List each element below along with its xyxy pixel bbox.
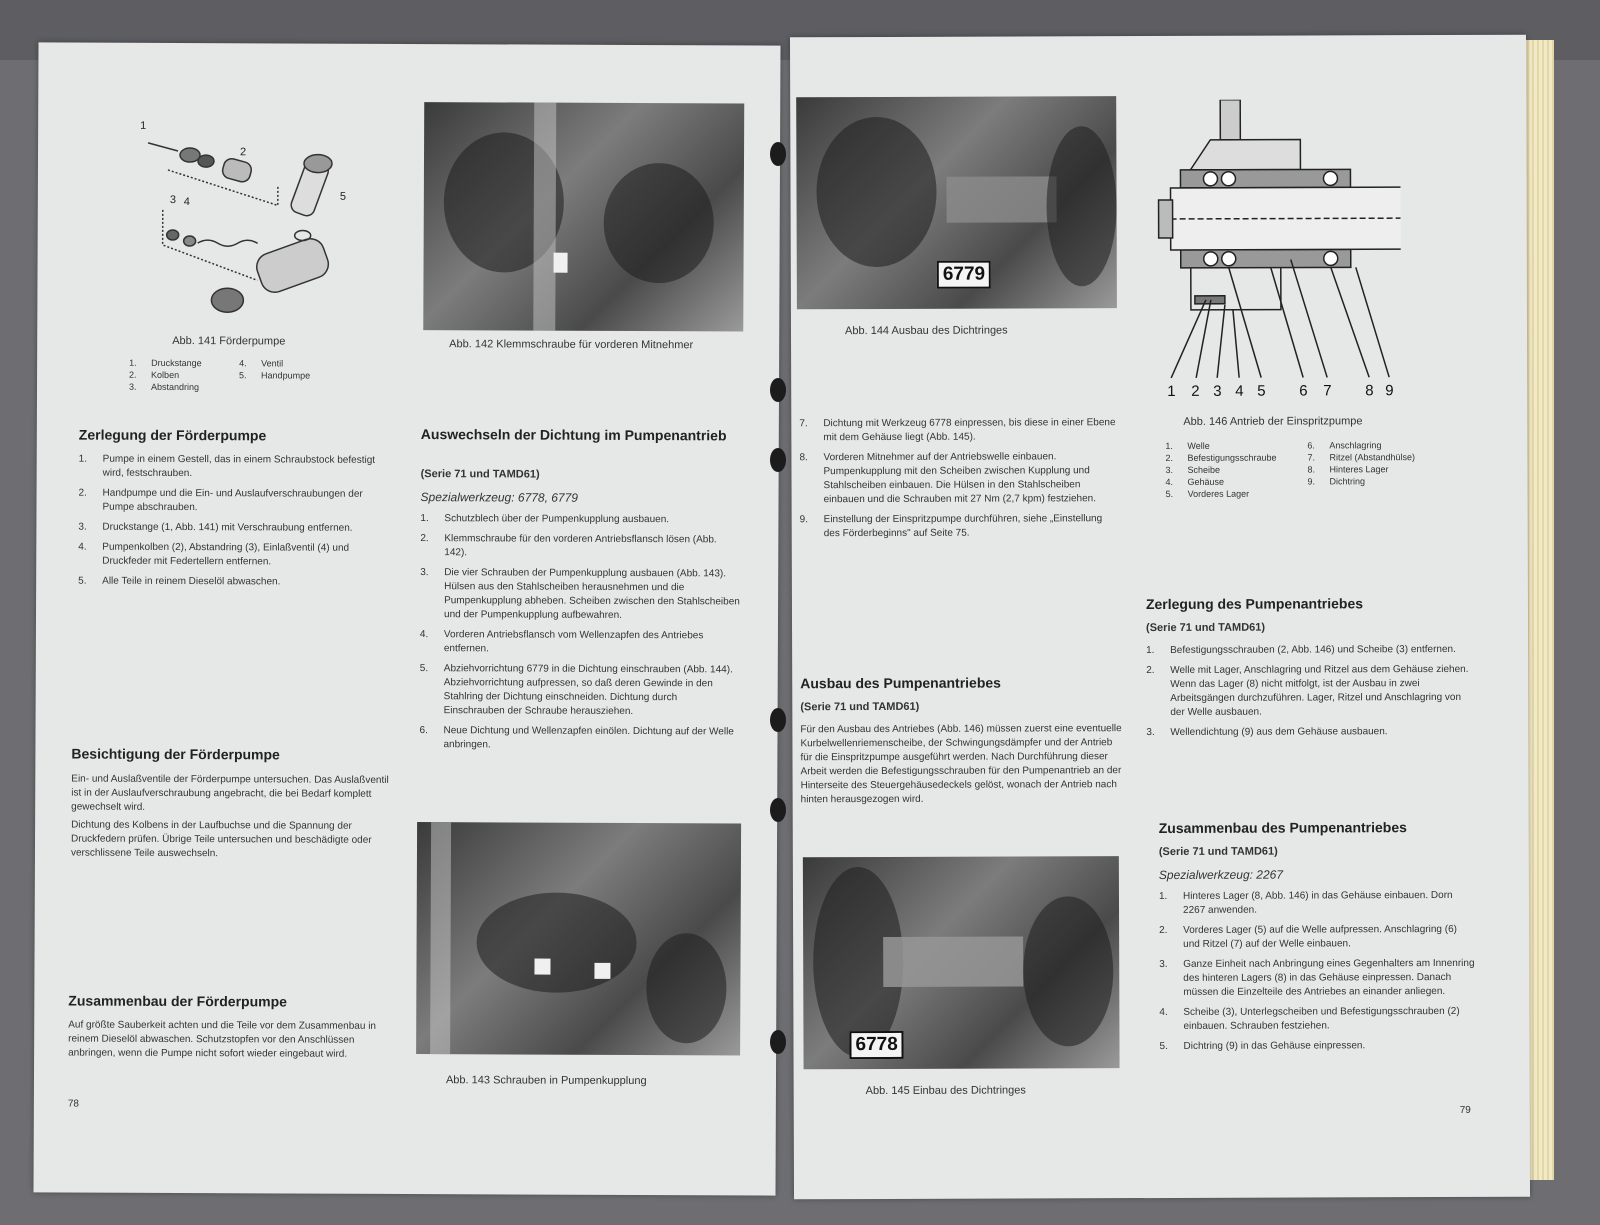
fig146-callout: 2: [1191, 382, 1200, 400]
step-text: Hinteres Lager (8, Abb. 146) in das Gehäuse einbauen. Dorn 2267 anwenden.: [1182, 889, 1453, 916]
section-heading: Zusammenbau des Pumpenantriebes: [1158, 819, 1407, 837]
step-number: 2.: [420, 533, 429, 545]
step-text: Vorderen Mitnehmer auf der Antriebswelle einbauen. Pumpenkupplung mit den Scheiben zwischen Kupplung und Stahlscheiben einbauen. Die Hülsen in den Stahlscheiben einbauen und die Schrauben mit 27 Nm (2,7 kpm) festziehen.: [823, 451, 1096, 506]
step-number: 1.: [1146, 645, 1155, 657]
legend-number: 5.: [239, 370, 247, 381]
step-number: 3.: [1146, 727, 1155, 739]
fig141-callout: 1: [140, 119, 147, 132]
list-item: [419, 724, 739, 753]
legend-label: Druckstange: [151, 357, 202, 369]
zerlegung-steps: [78, 453, 389, 596]
legend-number: 3.: [128, 381, 137, 392]
fig141-legend: [129, 357, 369, 394]
fig146-callout: 6: [1299, 382, 1308, 400]
step-number: 3.: [1159, 958, 1168, 971]
list-item: [1146, 725, 1470, 740]
section-heading: Auswechseln der Dichtung im Pumpenantrieb: [420, 426, 727, 444]
legend-number: 5.: [1165, 488, 1174, 499]
series-note: (Serie 71 und TAMD61): [800, 700, 920, 714]
step-text: Vorderen Antriebsflansch vom Wellenzapfen des Antriebes entfernen.: [443, 629, 704, 655]
fig144-photo: [796, 96, 1117, 309]
step-text: Welle mit Lager, Anschlagring und Ritzel aus dem Gehäuse ziehen. Wenn das Lager (8) nicht mitfolgt, ist der Ausbau in zwei Arbeitsgängen durchzuführen. Lager, Ritzel und Anschlagring von der Welle ausbauen.: [1170, 663, 1469, 718]
fig141-callout: 2: [240, 146, 247, 159]
step-number: 4.: [78, 541, 87, 553]
legend-number: 2.: [1165, 452, 1173, 463]
zusammenbau-antrieb-steps: [1159, 889, 1476, 1060]
fig146-callout: 9: [1385, 382, 1394, 400]
legend-number: 6.: [1307, 440, 1315, 451]
fig146-callout: 1: [1167, 382, 1176, 400]
list-item: [1146, 643, 1470, 658]
legend-label: Scheibe: [1187, 464, 1221, 475]
binding-hole: [770, 448, 786, 472]
legend-label: Dichtring: [1329, 476, 1366, 487]
binding-hole: [770, 142, 786, 166]
step-number: 6.: [419, 725, 428, 737]
fig144-caption: Abb. 144 Ausbau des Dichtringes: [844, 324, 1008, 338]
fig146-drawing: [1150, 99, 1401, 400]
list-item: [799, 416, 1119, 445]
step-text: Befestigungsschrauben (2, Abb. 146) und Scheibe (3) entfernen.: [1170, 643, 1456, 656]
page-number: 79: [1459, 1104, 1471, 1116]
legend-label: Kolben: [151, 369, 180, 381]
step-text: Dichtung mit Werkzeug 6778 einpressen, bis diese in einer Ebene mit dem Gehäuse liegt (Abb. 145).: [823, 417, 1116, 444]
legend-label: Vorderes Lager: [1187, 488, 1250, 499]
fig143-photo: [416, 822, 741, 1055]
step-text: Dichtring (9) in das Gehäuse einpressen.: [1183, 1040, 1366, 1052]
step-number: 2.: [1159, 924, 1168, 937]
step-text: Schutzblech über der Pumpenkupplung ausbauen.: [444, 513, 670, 526]
list-item: [78, 521, 388, 536]
fig146-callout: 7: [1323, 382, 1332, 400]
step-text: Pumpe in einem Gestell, das in einem Schraubstock befestigt wird, festschrauben.: [102, 453, 376, 480]
tool-number-label: 6778: [849, 1031, 903, 1059]
step-text: Alle Teile in reinem Dieselöl abwaschen.: [102, 575, 281, 588]
step-text: Abziehvorrichtung 6779 in die Dichtung einschrauben (Abb. 144). Abziehvorrichtung aufpressen, so daß deren Gewinde in den Stahlring der Dichtung einschneiden. Dichtung durch Einschrauben der Schraube herausziehen.: [443, 663, 733, 717]
series-note: (Serie 71 und TAMD61): [420, 468, 540, 481]
list-item: [78, 541, 388, 570]
section-heading: Zusammenbau der Förderpumpe: [68, 992, 287, 1010]
binding-hole: [770, 1030, 786, 1054]
step-number: 3.: [420, 567, 429, 579]
step-number: 1.: [1158, 890, 1168, 903]
legend-label: Gehäuse: [1187, 476, 1225, 487]
fig141-drawing: [137, 115, 398, 331]
step-number: 1.: [420, 513, 429, 525]
series-note: (Serie 71 und TAMD61): [1158, 845, 1278, 859]
legend-label: Ventil: [261, 358, 284, 369]
fig145-caption: Abb. 145 Einbau des Dichtringes: [865, 1084, 1026, 1098]
tool-number-label: 6779: [937, 261, 991, 289]
list-item: [1159, 889, 1475, 918]
binding-hole: [770, 378, 786, 402]
fig143-caption: Abb. 143 Schrauben in Pumpenkupplung: [445, 1074, 647, 1088]
list-item: [1159, 957, 1475, 1000]
page-number: 78: [67, 1098, 80, 1110]
list-item: [420, 532, 740, 561]
step-number: 2.: [78, 487, 87, 499]
step-text: Die vier Schrauben der Pumpenkupplung ausbauen (Abb. 143). Hülsen aus den Stahlscheiben herausnehmen und die Pumpenkupplung abheben. Scheiben zwischen den Stahlscheiben und der Pumpenkupplung aufbewahren.: [443, 567, 740, 621]
legend-label: Hinteres Lager: [1329, 464, 1389, 475]
fig146-caption: Abb. 146 Antrieb der Einspritzpumpe: [1183, 415, 1363, 428]
step-text: Scheibe (3), Unterlegscheiben und Befestigungsschrauben (2) einbauen. Schrauben festziehen.: [1183, 1005, 1460, 1032]
step-text: Neue Dichtung und Wellenzapfen einölen. Dichtung auf der Welle anbringen.: [443, 725, 734, 751]
list-item: [78, 487, 388, 516]
legend-number: 4.: [1165, 476, 1174, 487]
auswechseln-steps-cont: [799, 416, 1119, 547]
list-item: [1159, 1005, 1475, 1034]
special-tool-note: Spezialwerkzeug: 6778, 6779: [420, 490, 579, 505]
step-number: 4.: [419, 629, 429, 641]
legend-label: Welle: [1187, 440, 1210, 451]
paragraph: Dichtung des Kolbens in der Laufbuchse und die Spannung der Druckfedern prüfen. Übrige Teile untersuchen und beschädigte oder verschlissene Teile auswechseln.: [70, 819, 372, 860]
legend-number: 4.: [239, 358, 247, 369]
section-heading: Zerlegung des Pumpenantriebes: [1145, 595, 1364, 613]
step-number: 7.: [799, 418, 808, 430]
step-number: 5.: [1159, 1040, 1168, 1053]
right-page: [790, 35, 1530, 1200]
fig141-callout: 4: [183, 196, 190, 209]
binding-hole: [770, 708, 786, 732]
section-heading: Zerlegung der Förderpumpe: [78, 426, 267, 444]
step-text: Druckstange (1, Abb. 141) mit Verschraubung entfernen.: [102, 521, 353, 534]
legend-number: 9.: [1307, 476, 1316, 487]
legend-label: Handpumpe: [261, 370, 311, 381]
step-number: 9.: [799, 514, 809, 526]
step-number: 5.: [419, 663, 429, 675]
list-item: [799, 450, 1119, 507]
list-item: [800, 512, 1120, 541]
binding-hole: [770, 798, 786, 822]
legend-number: 8.: [1307, 464, 1316, 475]
step-text: Handpumpe und die Ein- und Auslaufverschraubungen der Pumpe abschrauben.: [102, 487, 363, 514]
legend-label: Abstandring: [150, 381, 200, 393]
list-item: [78, 575, 388, 590]
list-item: [1159, 923, 1475, 952]
step-text: Vorderes Lager (5) auf die Welle aufpressen. Anschlagring (6) und Ritzel (7) auf der Welle einbauen.: [1183, 923, 1457, 950]
legend-label: Anschlagring: [1329, 440, 1382, 451]
step-text: Wellendichtung (9) aus dem Gehäuse ausbauen.: [1170, 726, 1388, 738]
list-item: [420, 566, 740, 623]
paragraph: Ein- und Auslaßventile der Förderpumpe untersuchen. Das Auslaßventil ist in der Auslaufverschraubung angebracht, die bei Bedarf komplett gewechselt wird.: [71, 773, 389, 813]
fig142-caption: Abb. 142 Klemmschraube für vorderen Mitnehmer: [449, 338, 694, 352]
section-heading: Besichtigung der Förderpumpe: [71, 745, 280, 763]
fig141-callout: 5: [339, 190, 346, 203]
auswechseln-steps: [419, 512, 740, 759]
list-item: [420, 628, 740, 657]
legend-number: 2.: [129, 369, 137, 380]
paragraph: Für den Ausbau des Antriebes (Abb. 146) müssen zuerst eine eventuelle Kurbelwellenriemenscheibe, der Schwingungsdämpfer und der Antrieb für die Einspritzpumpe ausgeführt werden. Nach Durchführung dieser Arbeit werden die Befestigungsschrauben für den Pumpenantrieb an der Hinterseite des Steuergehäusedeckels gelöst, wonach der Antrieb nach hinten herausgezogen wird.: [800, 723, 1122, 806]
legend-number: 3.: [1165, 464, 1174, 475]
left-page: [33, 42, 780, 1195]
fig146-legend: [1165, 439, 1465, 500]
step-number: 3.: [78, 521, 87, 533]
step-number: 2.: [1146, 665, 1155, 677]
step-text: Ganze Einheit nach Anbringung eines Gegenhalters am Innenring des hinteren Lagers (8) in das Gehäuse einpressen. Danach müssen die Einzelteile des Antriebes an einander anliegen.: [1183, 957, 1475, 998]
paragraph: Auf größte Sauberkeit achten und die Teile vor dem Zusammenbau in reinem Dieselöl abwaschen. Schutzstopfen vor den Anschlüssen anbringen, wenn die Pumpe nicht sofort wieder eingebaut wird.: [68, 1019, 377, 1060]
fig146-callout: 5: [1257, 382, 1266, 400]
list-item: [79, 453, 389, 482]
fig146-callout: 3: [1213, 382, 1222, 400]
list-item: [1159, 1039, 1475, 1054]
fig146-callout: 4: [1235, 382, 1244, 400]
step-number: 5.: [78, 575, 87, 587]
step-number: 4.: [1159, 1006, 1168, 1019]
step-number: 1.: [78, 453, 88, 465]
legend-number: 1.: [1165, 440, 1173, 451]
series-note: (Serie 71 und TAMD61): [1146, 621, 1266, 635]
special-tool-note: Spezialwerkzeug: 2267: [1158, 867, 1284, 883]
legend-label: Ritzel (Abstandhülse): [1329, 452, 1416, 463]
fig141-caption: Abb. 141 Förderpumpe: [172, 334, 286, 348]
step-text: Klemmschraube für den vorderen Antriebsflansch lösen (Abb. 142).: [444, 533, 717, 559]
step-text: Einstellung der Einspritzpumpe durchführen, siehe „Einstellung des Förderbeginns" auf Seite 75.: [823, 513, 1103, 540]
legend-label: Befestigungsschraube: [1187, 452, 1277, 463]
fig142-photo: [423, 102, 744, 331]
fig145-photo: [803, 856, 1120, 1069]
list-item: [420, 662, 740, 719]
fig146-callout: 8: [1365, 382, 1374, 400]
zerlegung-antrieb-steps: [1146, 643, 1470, 746]
fig141-callout: 3: [169, 193, 176, 206]
list-item: [1146, 663, 1470, 720]
legend-number: 7.: [1307, 452, 1315, 463]
legend-number: 1.: [129, 357, 137, 368]
step-number: 8.: [799, 452, 808, 464]
step-text: Pumpenkolben (2), Abstandring (3), Einlaßventil (4) und Druckfeder mit Federtellern entfernen.: [102, 541, 350, 568]
section-heading: Ausbau des Pumpenantriebes: [800, 674, 1001, 692]
list-item: [420, 512, 740, 527]
